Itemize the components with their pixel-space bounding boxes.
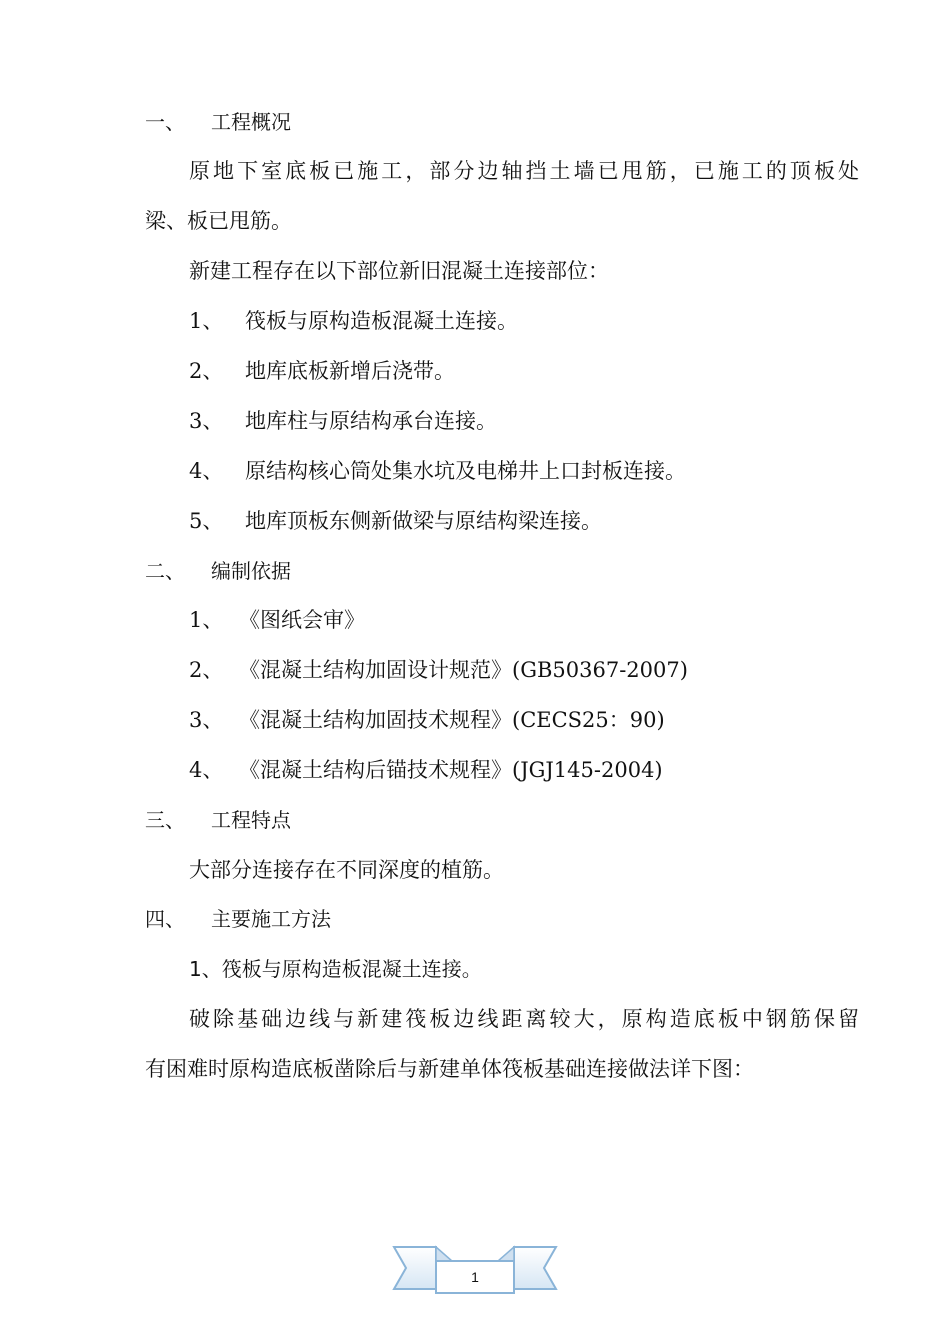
reference-item bbox=[145, 755, 859, 785]
section-heading-3 bbox=[145, 805, 815, 835]
reference-number: 2、 bbox=[189, 658, 224, 682]
paragraph: 有困难时原构造底板凿除后与新建单体筏板基础连接做法详下图： bbox=[145, 1057, 754, 1081]
list-item bbox=[145, 306, 859, 336]
section-number: 一、 bbox=[145, 110, 185, 134]
list-item-text: 筏板与原构造板混凝土连接。 bbox=[245, 309, 518, 333]
reference-item bbox=[145, 655, 859, 685]
paragraph: 原地下室底板已施工，部分边轴挡土墙已甩筋，已施工的顶板处 bbox=[189, 159, 859, 183]
list-item bbox=[145, 506, 859, 536]
list-item-number: 2、 bbox=[189, 359, 224, 383]
section-title: 工程概况 bbox=[211, 110, 291, 134]
list-item-number: 5、 bbox=[189, 509, 224, 533]
page-number: 1 bbox=[471, 1269, 479, 1285]
section-number: 三、 bbox=[145, 808, 185, 832]
list-item-text: 原结构核心筒处集水坑及电梯井上口封板连接。 bbox=[245, 459, 686, 483]
reference-number: 3、 bbox=[189, 708, 224, 732]
paragraph: 大部分连接存在不同深度的植筋。 bbox=[189, 858, 504, 882]
list-item bbox=[145, 456, 859, 486]
reference-item bbox=[145, 605, 859, 635]
list-item-text: 地库底板新增后浇带。 bbox=[245, 359, 455, 383]
paragraph: 梁、板已甩筋。 bbox=[145, 209, 292, 233]
section-number: 二、 bbox=[145, 559, 185, 583]
section-heading-4 bbox=[145, 904, 815, 934]
list-item-text: 地库顶板东侧新做梁与原结构梁连接。 bbox=[245, 509, 602, 533]
reference-text: 《混凝土结构后锚技术规程》(JGJ145-2004) bbox=[239, 758, 663, 782]
reference-item bbox=[145, 705, 859, 735]
list-item-number: 3、 bbox=[189, 409, 224, 433]
section-heading-2 bbox=[145, 556, 815, 586]
page-number-ribbon bbox=[392, 1245, 558, 1301]
section-title: 工程特点 bbox=[211, 808, 291, 832]
reference-text: 《混凝土结构加固设计规范》(GB50367-2007) bbox=[239, 658, 688, 682]
paragraph: 破除基础边线与新建筏板边线距离较大，原构造底板中钢筋保留 bbox=[189, 1007, 859, 1031]
subheading: 1、筏板与原构造板混凝土连接。 bbox=[189, 957, 482, 981]
reference-number: 4、 bbox=[189, 758, 224, 782]
reference-number: 1、 bbox=[189, 608, 224, 632]
paragraph: 新建工程存在以下部位新旧混凝土连接部位： bbox=[189, 259, 609, 283]
section-title: 主要施工方法 bbox=[211, 907, 331, 931]
list-item-number: 4、 bbox=[189, 459, 224, 483]
section-number: 四、 bbox=[145, 907, 185, 931]
reference-text: 《图纸会审》 bbox=[239, 608, 365, 632]
reference-text: 《混凝土结构加固技术规程》(CECS25：90) bbox=[239, 708, 665, 732]
list-item-text: 地库柱与原结构承台连接。 bbox=[245, 409, 497, 433]
section-title: 编制依据 bbox=[211, 559, 291, 583]
list-item-number: 1、 bbox=[189, 309, 224, 333]
list-item bbox=[145, 356, 859, 386]
list-item bbox=[145, 406, 859, 436]
section-heading-1 bbox=[145, 107, 815, 137]
